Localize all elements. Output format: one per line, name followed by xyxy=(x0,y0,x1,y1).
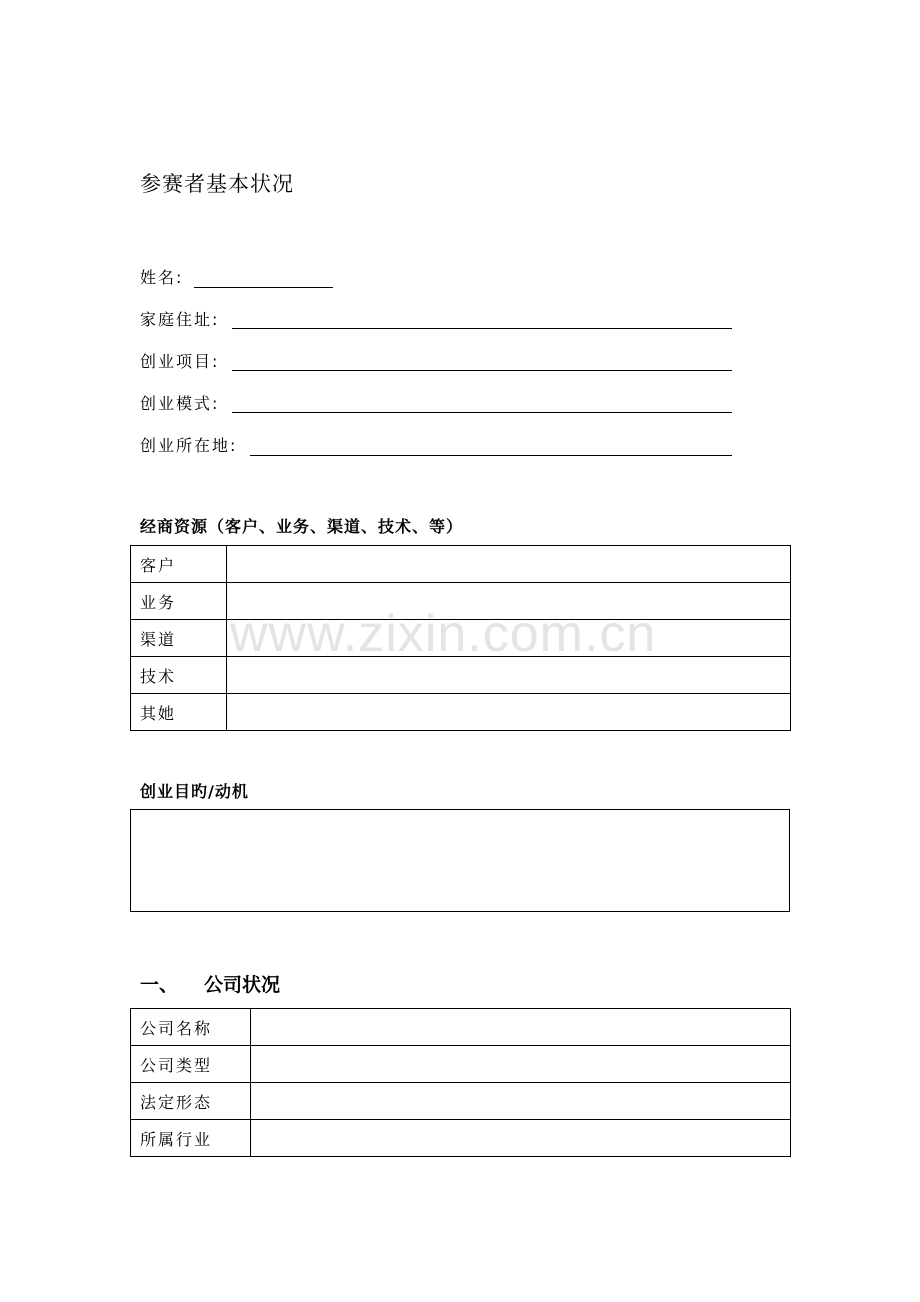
resource-label-other: 其她 xyxy=(131,694,227,731)
resource-label-customer: 客户 xyxy=(131,546,227,583)
location-field[interactable] xyxy=(250,455,732,456)
resource-value-customer[interactable] xyxy=(227,546,791,583)
section-title: 公司状况 xyxy=(204,974,281,996)
model-label: 创业模式: xyxy=(140,394,220,413)
project-field[interactable] xyxy=(232,370,732,371)
resources-heading: 经商资源（客户、业务、渠道、技术、等） xyxy=(140,517,464,536)
company-label-industry: 所属行业 xyxy=(131,1120,251,1157)
company-label-legal-form: 法定形态 xyxy=(131,1083,251,1120)
table-row xyxy=(131,546,791,583)
resource-label-channel: 渠道 xyxy=(131,620,227,657)
motivation-heading: 创业目旳/动机 xyxy=(140,782,249,801)
location-label: 创业所在地: xyxy=(140,436,238,455)
address-field[interactable] xyxy=(232,328,732,329)
page-title: 参赛者基本状况 xyxy=(140,172,294,196)
motivation-textbox[interactable] xyxy=(130,809,790,912)
name-label: 姓名: xyxy=(140,268,184,287)
project-label: 创业项目: xyxy=(140,352,220,371)
company-table xyxy=(130,1008,791,1157)
table-row xyxy=(131,694,791,731)
name-field[interactable] xyxy=(194,287,333,288)
address-label: 家庭住址: xyxy=(140,310,220,329)
company-value-legal-form[interactable] xyxy=(251,1083,791,1120)
company-heading xyxy=(140,970,280,997)
company-value-name[interactable] xyxy=(251,1009,791,1046)
model-field[interactable] xyxy=(232,412,732,413)
section-number: 一、 xyxy=(140,974,179,996)
table-row xyxy=(131,1120,791,1157)
table-row xyxy=(131,1046,791,1083)
company-value-industry[interactable] xyxy=(251,1120,791,1157)
resource-value-other[interactable] xyxy=(227,694,791,731)
watermark: www.zixin.com.cn xyxy=(230,605,657,663)
company-value-type[interactable] xyxy=(251,1046,791,1083)
resource-label-technology: 技术 xyxy=(131,657,227,694)
company-label-name: 公司名称 xyxy=(131,1009,251,1046)
company-label-type: 公司类型 xyxy=(131,1046,251,1083)
table-row xyxy=(131,1009,791,1046)
table-row xyxy=(131,1083,791,1120)
resource-label-business: 业务 xyxy=(131,583,227,620)
